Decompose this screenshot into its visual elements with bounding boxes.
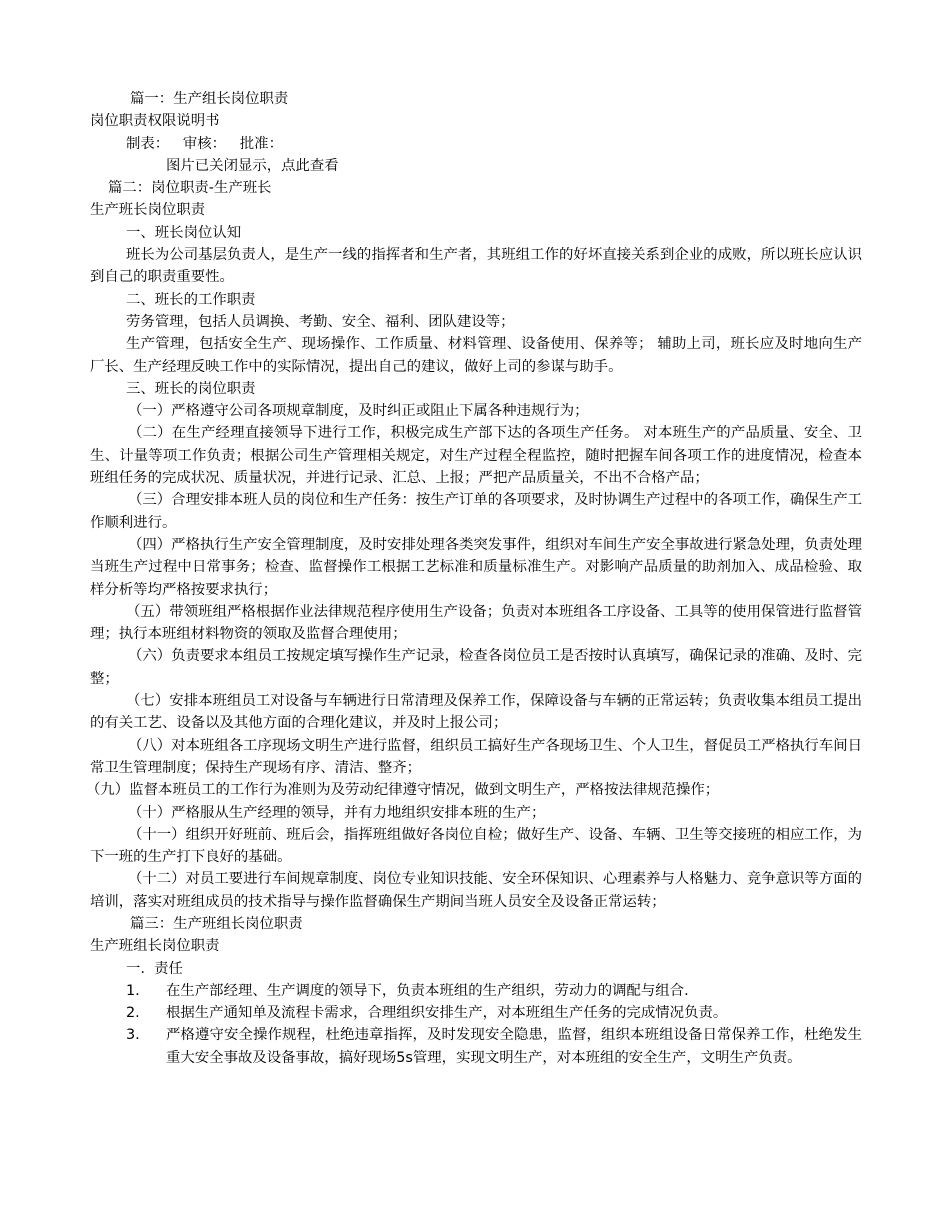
item-number: 2. (126, 1005, 140, 1022)
duty-item: （七）安排本班组员工对设备与车辆进行日常清理及保养工作，保障设备与车辆的正常运转；负责收集本组员工提出的有关工艺、设备以及其他方面的合理化建议，并及时上报公司； (90, 693, 862, 732)
duty-item: （五）带领班组严格根据作业法律规范程序使用生产设备；负责对本班组各工序设备、工具等的使用保管进行监督管理；执行本班组材料物资的领取及监督合理使用； (90, 603, 862, 643)
chapter-three-title: 篇三：生产班组长岗位职责 (130, 915, 303, 932)
document-page (86, 88, 862, 1069)
chapter-one-title: 篇一：生产组长岗位职责 (130, 91, 289, 107)
section-heading: 三、班长的岗位职责 (126, 380, 256, 397)
item-text: 根据生产通知单及流程卡需求，合理组织安排生产，对本班组生产任务的完成情况负责。 (166, 1005, 728, 1022)
item-text: 在生产部经理、生产调度的领导下，负责本班组的生产组织，劳动力的调配与组合. (166, 982, 689, 999)
duty-item: （二）在生产经理直接领导下进行工作，积极完成生产部下达的各项生产任务。 对本班生产的产品质量、安全、卫生、计量等项工作负责；根据公司生产管理相关规定，对生产过程全程监控，随时把握车间各项工作的进度情况，检查本班组任务的完成状况、质量状况，并进行记录、汇总、上报；严把产品质量关，不出不合格产品； (90, 425, 862, 487)
item-text: 严格遵守安全操作规程，杜绝违章指挥，及时发现安全隐患，监督，组织本班组设备日常保养工作，杜绝发生重大安全事故及设备事故，搞好现场5s管理，实现文明生产，对本班组的安全生产，文明生产负责。 (166, 1027, 862, 1066)
numbered-item (90, 1024, 862, 1069)
chapter-one-subtitle: 岗位职责权限说明书 (90, 113, 220, 130)
duty-item: （十二）对员工要进行车间规章制度、岗位专业知识技能、安全环保知识、心理素养与人格魅力、竞争意识等方面的培训，落实对班组成员的技术指导与操作监督确保生产期间当班人员安全及设备正常运转； (90, 871, 862, 910)
duty-item: （十一）组织开好班前、班后会，指挥班组做好各岗位自检；做好生产、设备、车辆、卫生等交接班的相应工作，为下一班的生产打下良好的基础。 (90, 826, 862, 866)
item-number: 3. (126, 1027, 140, 1044)
section-heading: 二、班长的工作职责 (126, 291, 256, 308)
paragraph: 生产管理，包括安全生产、现场操作、工作质量、材料管理、设备使用、保养等； 辅助上司，班长应及时地向生产厂长、生产经理反映工作中的实际情况，提出自己的建议，做好上司的参谋与助手。 (90, 336, 862, 375)
image-placeholder-link[interactable]: 图片已关闭显示，点此查看 (166, 157, 339, 174)
duty-item: （四）严格执行生产安全管理制度，及时安排处理各类突发事件，组织对车间生产安全事故进行紧急处理，负责处理当班生产过程中日常事务；检查、监督操作工根据工艺标准和质量标准生产。对影响产品质量的助剂加入、成品检验、取样分析等均严格按要求执行； (90, 536, 862, 598)
section-heading: 一、班长岗位认知 (126, 224, 242, 241)
chapter-three-subtitle: 生产班组长岗位职责 (90, 938, 220, 955)
responsibility-heading: 一. 责任 (126, 960, 183, 977)
chapter-two-subtitle: 生产班长岗位职责 (90, 202, 206, 219)
duty-item: （九）监督本班员工的工作行为准则为及劳动纪律遵守情况，做到文明生产，严格按法律规范操作； (86, 782, 720, 799)
item-number: 1. (126, 982, 140, 999)
sign-off-line: 制表： 审核： 批准： (126, 135, 283, 152)
duty-item: （八）对本班组各工序现场文明生产进行监督，组织员工搞好生产各现场卫生、个人卫生，督促员工严格执行车间日常卫生管理制度；保持生产现场有序、清洁、整齐； (90, 737, 862, 776)
paragraph: 劳务管理，包括人员调换、考勤、安全、福利、团队建设等； (126, 313, 515, 330)
duty-item: （十）严格服从生产经理的领导，并有力地组织安排本班的生产； (128, 804, 546, 821)
numbered-item (90, 1002, 862, 1024)
numbered-item (90, 980, 862, 1002)
duty-item: （一）严格遵守公司各项规章制度，及时纠正或阻止下属各种违规行为； (128, 403, 589, 420)
duty-item: （六）负责要求本组员工按规定填写操作生产记录，检查各岗位员工是否按时认真填写，确保记录的准确、及时、完整； (90, 648, 862, 687)
chapter-two-title: 篇二：岗位职责-生产班长 (108, 180, 272, 197)
paragraph: 班长为公司基层负责人，是生产一线的指挥者和生产者，其班组工作的好坏直接关系到企业的成败，所以班长应认识到自己的职责重要性。 (90, 247, 862, 286)
duty-item: （三）合理安排本班人员的岗位和生产任务：按生产订单的各项要求，及时协调生产过程中的各项工作，确保生产工作顺利进行。 (90, 492, 862, 531)
